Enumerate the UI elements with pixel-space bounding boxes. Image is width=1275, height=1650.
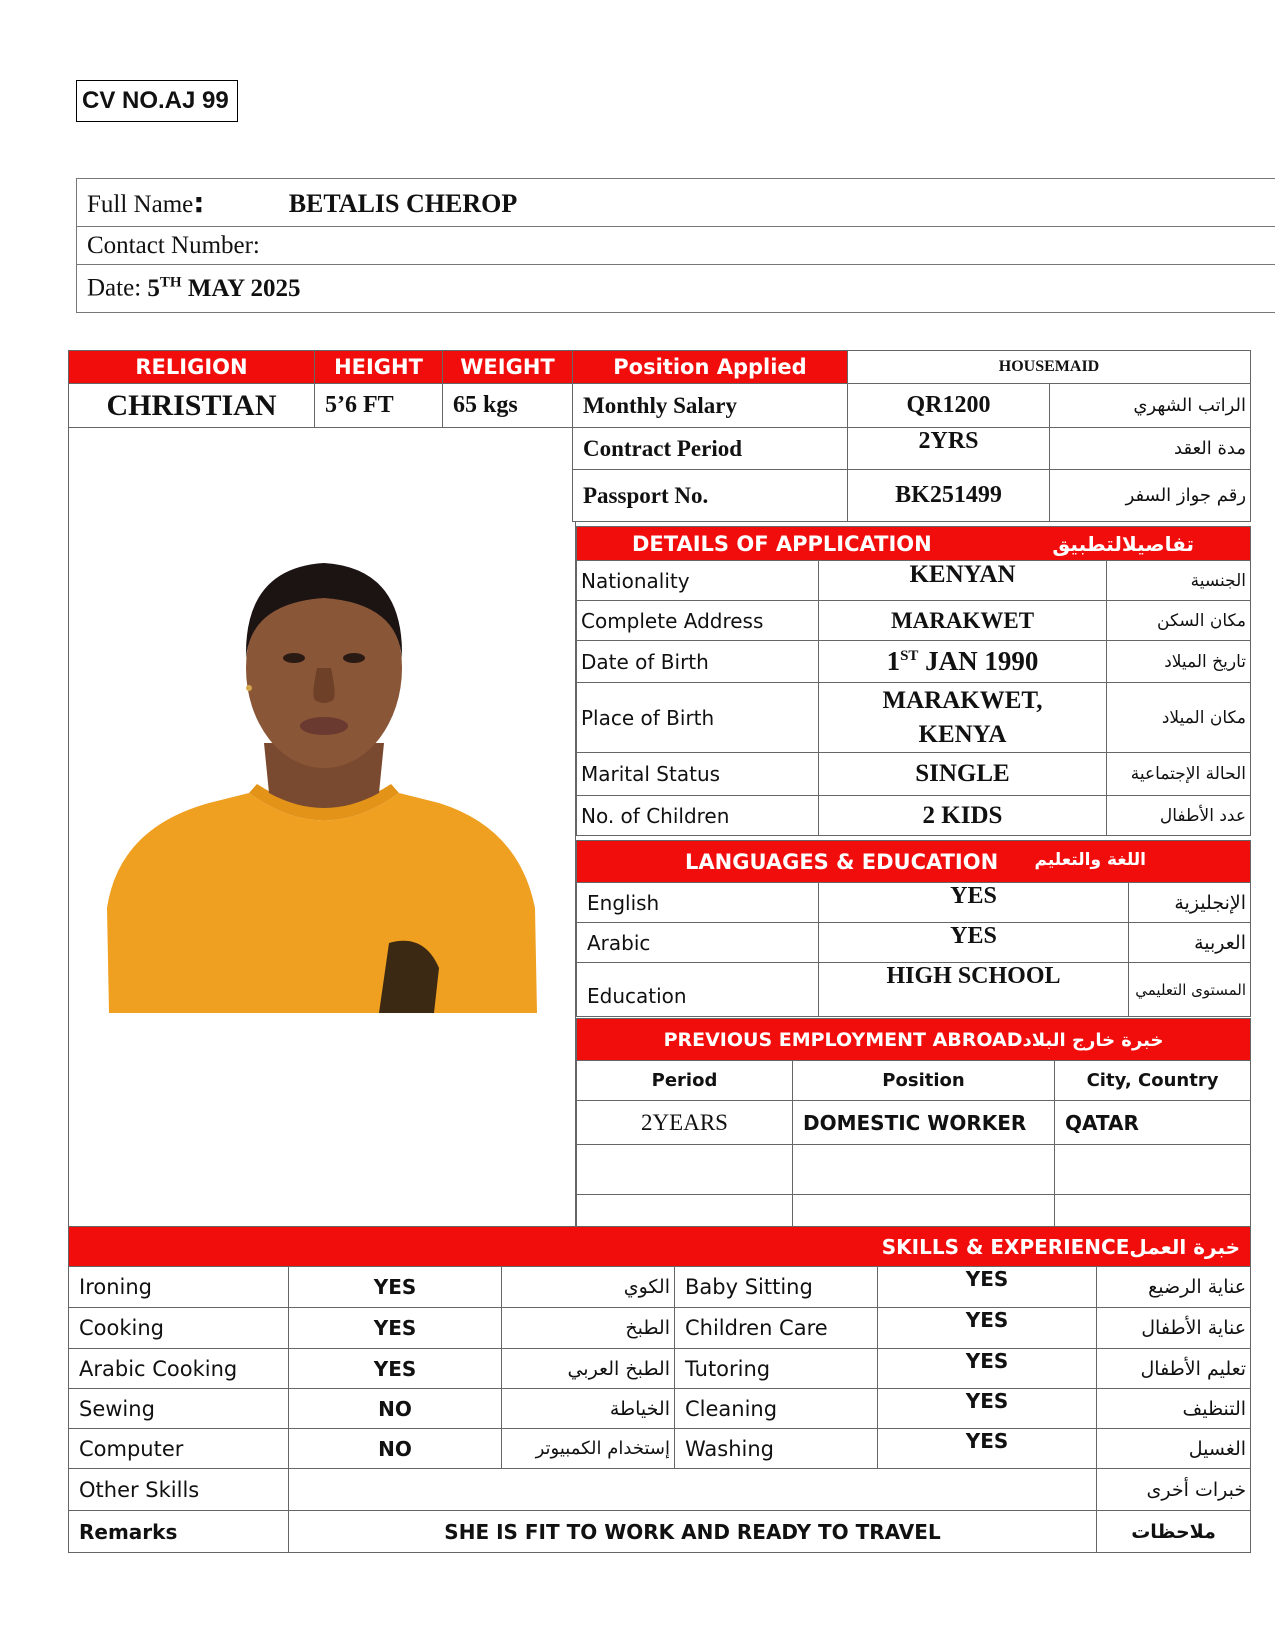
contact-number-label: Contact Number:	[77, 227, 1275, 265]
date-row	[77, 265, 1275, 313]
table-row	[577, 1101, 1251, 1145]
contract-period-value: 2YRS	[848, 428, 1050, 470]
pob-label: Place of Birth	[577, 683, 819, 753]
education-arabic: المستوى التعليمي	[1129, 963, 1251, 1017]
table-row	[69, 1429, 1251, 1469]
table-row	[69, 1349, 1251, 1389]
period-header: Period	[577, 1061, 793, 1101]
table-row	[69, 1308, 1251, 1349]
position-applied-header: Position Applied	[573, 351, 848, 384]
skill-baby-sitting-arabic: عناية الرضيع	[1097, 1267, 1251, 1308]
arabic-arabic: العربية	[1129, 923, 1251, 963]
skill-cleaning: Cleaning	[675, 1389, 878, 1429]
full-name-label: Full Name	[87, 191, 194, 218]
employment-title: PREVIOUS EMPLOYMENT ABROAD	[663, 1028, 1023, 1051]
dob-label: Date of Birth	[577, 641, 819, 683]
weight-header: WEIGHT	[443, 351, 573, 384]
address-value: MARAKWET	[819, 601, 1107, 641]
dob-value: 1ST JAN 1990	[819, 641, 1107, 683]
other-skills-value	[289, 1469, 1097, 1511]
address-arabic: مكان السكن	[1107, 601, 1251, 641]
contract-period-label: Contract Period	[573, 428, 848, 470]
weight-value: 65 kgs	[443, 384, 573, 428]
cv-number: CV NO.AJ 99	[76, 80, 238, 122]
skill-cleaning-arabic: التنظيف	[1097, 1389, 1251, 1429]
skill-baby-sitting: Baby Sitting	[675, 1267, 878, 1308]
monthly-salary-value: QR1200	[848, 384, 1050, 428]
remarks-label: Remarks	[69, 1511, 289, 1553]
skill-computer-value: NO	[289, 1429, 502, 1469]
skill-tutoring-arabic: تعليم الأطفال	[1097, 1349, 1251, 1389]
city-country-header: City, Country	[1055, 1061, 1251, 1101]
remarks-arabic: ملاحظات	[1097, 1511, 1251, 1553]
marital-status-value: SINGLE	[819, 753, 1107, 796]
languages-title-arabic: اللغة والتعليم	[1034, 849, 1146, 870]
skill-ironing-value: YES	[289, 1267, 502, 1308]
skill-washing: Washing	[675, 1429, 878, 1469]
table-row	[577, 1145, 1251, 1195]
table-row	[69, 1469, 1251, 1511]
employment-city: QATAR	[1055, 1101, 1251, 1145]
skill-cooking-value: YES	[289, 1308, 502, 1349]
religion-header: RELIGION	[69, 351, 315, 384]
skill-arabic-cooking-value: YES	[289, 1349, 502, 1389]
pob-arabic: مكان الميلاد	[1107, 683, 1251, 753]
table-row	[69, 1267, 1251, 1308]
position-header: Position	[793, 1061, 1055, 1101]
full-name-colon: :	[193, 186, 205, 219]
monthly-salary-label: Monthly Salary	[573, 384, 848, 428]
photo-area	[69, 428, 573, 522]
height-value: 5’6 FT	[315, 384, 443, 428]
dob-arabic: تاريخ الميلاد	[1107, 641, 1251, 683]
other-skills-label: Other Skills	[69, 1469, 289, 1511]
skills-header	[69, 1227, 1251, 1267]
details-title: DETAILS OF APPLICATION	[632, 531, 932, 556]
children-arabic: عدد الأطفال	[1107, 796, 1251, 836]
skills-title-arabic: خبرة العمل	[1129, 1234, 1241, 1259]
full-name: BETALIS CHEROP	[288, 189, 518, 218]
skill-computer: Computer	[69, 1429, 289, 1469]
pob-value: MARAKWET, KENYA	[819, 683, 1107, 753]
skill-cooking-arabic: الطبخ	[502, 1308, 675, 1349]
employment-header	[577, 1019, 1251, 1061]
skill-children-care-value: YES	[878, 1308, 1097, 1349]
skill-cleaning-value: YES	[878, 1389, 1097, 1429]
skill-washing-value: YES	[878, 1429, 1097, 1469]
skills-title: SKILLS & EXPERIENCE	[881, 1234, 1130, 1259]
religion-value: CHRISTIAN	[69, 384, 315, 428]
skill-children-care: Children Care	[675, 1308, 878, 1349]
passport-arabic: رقم جواز السفر	[1050, 470, 1251, 522]
contract-period-arabic: مدة العقد	[1050, 428, 1251, 470]
details-table	[576, 526, 1251, 836]
skill-arabic-cooking-arabic: الطبخ العربي	[502, 1349, 675, 1389]
languages-title: LANGUAGES & EDUCATION	[685, 849, 999, 874]
skill-washing-arabic: الغسيل	[1097, 1429, 1251, 1469]
passport-value: BK251499	[848, 470, 1050, 522]
table-row	[69, 1511, 1251, 1553]
employment-period: 2YEARS	[577, 1101, 793, 1145]
languages-header	[577, 841, 1251, 883]
personal-header	[76, 178, 1275, 313]
marital-status-label: Marital Status	[577, 753, 819, 796]
skill-ironing-arabic: الكوي	[502, 1267, 675, 1308]
skill-tutoring: Tutoring	[675, 1349, 878, 1389]
top-info-table	[68, 350, 1251, 522]
employment-title-arabic: خبرة خارج البلاد	[1022, 1029, 1164, 1051]
employment-table	[576, 1018, 1251, 1227]
arabic-value: YES	[819, 923, 1129, 963]
table-row	[577, 1195, 1251, 1227]
date-value: 5TH MAY 2025	[147, 274, 301, 302]
applicant-photo	[79, 548, 563, 1013]
details-title-arabic: تفاصيلالتطبيق	[1052, 531, 1194, 556]
children-label: No. of Children	[577, 796, 819, 836]
details-header	[577, 527, 1251, 561]
english-arabic: الإنجليزية	[1129, 883, 1251, 923]
skill-computer-arabic: إستخدام الكمبيوتر	[502, 1429, 675, 1469]
height-header: HEIGHT	[315, 351, 443, 384]
nationality-arabic: الجنسية	[1107, 561, 1251, 601]
english-value: YES	[819, 883, 1129, 923]
employment-position: DOMESTIC WORKER	[793, 1101, 1055, 1145]
remarks-value: SHE IS FIT TO WORK AND READY TO TRAVEL	[289, 1511, 1097, 1553]
table-row	[69, 1389, 1251, 1429]
english-label: English	[577, 883, 819, 923]
skill-children-care-arabic: عناية الأطفال	[1097, 1308, 1251, 1349]
skill-tutoring-value: YES	[878, 1349, 1097, 1389]
languages-table	[576, 840, 1251, 1017]
address-label: Complete Address	[577, 601, 819, 641]
full-name-row	[77, 179, 1275, 227]
education-value: HIGH SCHOOL	[819, 963, 1129, 1017]
skill-baby-sitting-value: YES	[878, 1267, 1097, 1308]
skill-sewing-arabic: الخياطة	[502, 1389, 675, 1429]
date-label: Date:	[87, 274, 142, 302]
other-skills-arabic: خبرات أخرى	[1097, 1469, 1251, 1511]
skill-ironing: Ironing	[69, 1267, 289, 1308]
skills-table	[68, 1226, 1251, 1553]
skill-cooking: Cooking	[69, 1308, 289, 1349]
position-value: HOUSEMAID	[848, 351, 1251, 384]
passport-label: Passport No.	[573, 470, 848, 522]
monthly-salary-arabic: الراتب الشهري	[1050, 384, 1251, 428]
nationality-label: Nationality	[577, 561, 819, 601]
arabic-label: Arabic	[577, 923, 819, 963]
skill-sewing: Sewing	[69, 1389, 289, 1429]
skill-sewing-value: NO	[289, 1389, 502, 1429]
education-label: Education	[577, 963, 819, 1017]
children-value: 2 KIDS	[819, 796, 1107, 836]
marital-status-arabic: الحالة الإجتماعية	[1107, 753, 1251, 796]
nationality-value: KENYAN	[819, 561, 1107, 601]
skill-arabic-cooking: Arabic Cooking	[69, 1349, 289, 1389]
